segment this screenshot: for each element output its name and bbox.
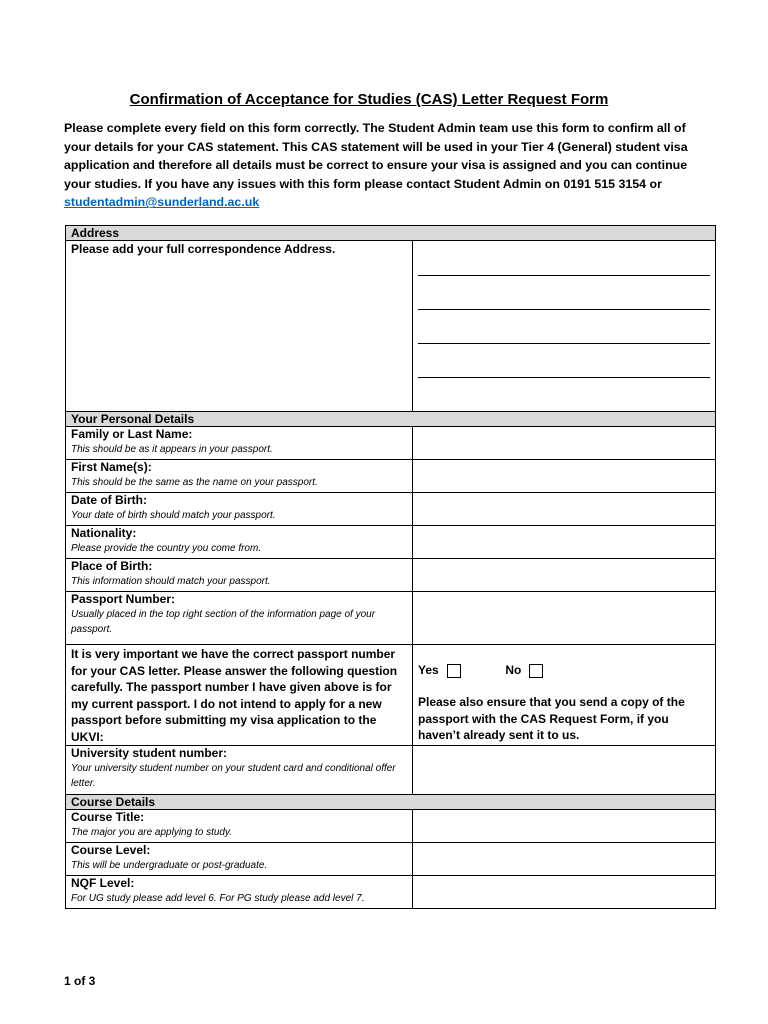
field-hint: Usually placed in the top right section of the information page of your passport. <box>71 609 376 635</box>
course-level-input[interactable] <box>413 843 716 876</box>
yes-checkbox[interactable] <box>447 664 461 678</box>
date-of-birth-input[interactable] <box>413 493 716 526</box>
field-label: Course Title: <box>71 810 145 824</box>
contact-email-link[interactable]: studentadmin@sunderland.ac.uk <box>64 195 260 210</box>
field-hint: Your university student number on your student card and conditional offer letter. <box>71 763 396 789</box>
passport-question-text: It is very important we have the correct passport number for your CAS letter. Please answer the following question carefully. The passport number I have given above is for my current passport. I do not intend to apply for a new passport before submitting my visa application to the UKVI: <box>71 647 398 744</box>
page-number: 1 of 3 <box>64 974 96 988</box>
passport-answer-cell <box>413 645 716 746</box>
field-label: University student number: <box>71 746 228 760</box>
nqf-level-input[interactable] <box>413 876 716 909</box>
address-line-3-field[interactable] <box>418 310 710 344</box>
passport-number-input[interactable] <box>413 592 716 645</box>
field-hint: Please provide the country you come from. <box>71 543 262 554</box>
passport-question-cell <box>66 645 413 746</box>
field-label: NQF Level: <box>71 876 135 890</box>
field-date-of-birth <box>66 493 413 526</box>
field-student-number <box>66 746 413 795</box>
field-label: Family or Last Name: <box>71 427 193 441</box>
field-hint: Your date of birth should match your passport. <box>71 510 276 521</box>
family-name-input[interactable] <box>413 427 716 460</box>
field-first-names <box>66 460 413 493</box>
address-line-1-field[interactable] <box>418 241 710 276</box>
field-label: Place of Birth: <box>71 559 153 573</box>
section-address-header: Address <box>66 226 716 241</box>
field-hint: This will be undergraduate or post-graduate. <box>71 860 268 871</box>
field-family-name <box>66 427 413 460</box>
section-personal-header: Your Personal Details <box>66 412 716 427</box>
form-title: Confirmation of Acceptance for Studies (CAS) Letter Request Form <box>129 91 609 108</box>
field-hint: The major you are applying to study. <box>71 827 233 838</box>
yes-no-options <box>418 662 710 678</box>
field-label: Nationality: <box>71 526 137 540</box>
yes-label: Yes <box>418 663 439 677</box>
cas-request-form <box>65 225 716 909</box>
address-label-cell <box>66 241 413 412</box>
field-label: First Name(s): <box>71 460 152 474</box>
passport-copy-note: Please also ensure that you send a copy of the passport with the CAS Request Form, if you haven’t already sent it to us. <box>418 695 685 742</box>
place-of-birth-input[interactable] <box>413 559 716 592</box>
section-course-header: Course Details <box>66 795 716 810</box>
no-checkbox[interactable] <box>529 664 543 678</box>
address-line-4-field[interactable] <box>418 344 710 378</box>
course-title-input[interactable] <box>413 810 716 843</box>
field-course-level <box>66 843 413 876</box>
address-label: Please add your full correspondence Address. <box>71 242 336 256</box>
field-hint: For UG study please add level 6. For PG study please add level 7. <box>71 893 365 904</box>
field-label: Passport Number: <box>71 592 176 606</box>
address-lines <box>413 241 716 412</box>
intro-paragraph: Please complete every field on this form correctly. The Student Admin team use this form to confirm all of your details for your CAS statement. This CAS statement will be used in your Tier 4 (General) student visa application and therefore all details must be correct to ensure your visa is assigned and you can continue your studies. If you have any issues with this form please contact Student Admin on 0191 515 3154 or <box>64 121 688 191</box>
address-line-5-field[interactable] <box>418 378 710 412</box>
address-line-2-field[interactable] <box>418 276 710 310</box>
field-nqf-level <box>66 876 413 909</box>
field-nationality <box>66 526 413 559</box>
field-label: Date of Birth: <box>71 493 147 507</box>
field-hint: This should be the same as the name on your passport. <box>71 477 318 488</box>
field-hint: This should be as it appears in your passport. <box>71 444 273 455</box>
student-number-input[interactable] <box>413 746 716 795</box>
field-place-of-birth <box>66 559 413 592</box>
no-label: No <box>505 663 522 677</box>
field-label: Course Level: <box>71 843 151 857</box>
field-hint: This information should match your passport. <box>71 576 271 587</box>
field-passport-number <box>66 592 413 645</box>
nationality-input[interactable] <box>413 526 716 559</box>
first-names-input[interactable] <box>413 460 716 493</box>
field-course-title <box>66 810 413 843</box>
intro-text <box>64 119 714 212</box>
